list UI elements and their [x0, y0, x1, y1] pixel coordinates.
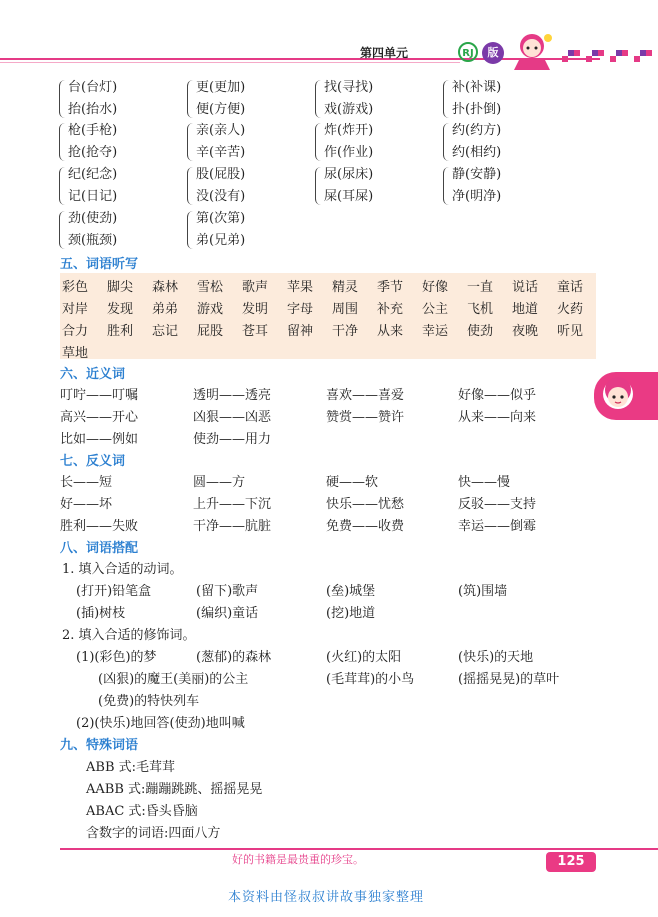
pair-bottom: 颈(瓶颈) [68, 233, 118, 248]
cartoon-face-icon [600, 376, 636, 414]
synonym-pair: 从来——向来 [458, 410, 537, 425]
section-title: 九、特殊词语 [60, 738, 139, 753]
antonym-pair: 反驳——支持 [458, 497, 537, 512]
vocab-row [62, 342, 107, 361]
pair-top: 纪(纪念) [68, 167, 118, 182]
collocation: (快乐)的天地 [458, 650, 534, 665]
vocab-row [62, 320, 602, 339]
synonym-pair: 使劲——用力 [193, 432, 272, 447]
unit-label: 第四单元 [360, 46, 409, 60]
vocab-word: 周围 [332, 302, 359, 317]
vocab-word: 苹果 [287, 280, 314, 295]
pair-bottom: 记(日记) [68, 189, 118, 204]
char-pair [324, 164, 373, 208]
vocab-word: 彩色 [62, 280, 89, 295]
synonym-pair: 凶狠——凶恶 [193, 410, 272, 425]
vocab-word: 从来 [377, 324, 404, 339]
vocab-word: 雪松 [197, 280, 224, 295]
vocab-word: 精灵 [332, 280, 359, 295]
collocation: (毛茸茸)的小鸟 [326, 672, 415, 687]
synonym-pair: 赞赏——赞许 [326, 410, 405, 425]
antonym-pair: 长——短 [60, 475, 113, 490]
section-title: 七、反义词 [60, 454, 126, 469]
synonym-pair: 叮咛——叮嘱 [60, 388, 139, 403]
section-title: 八、词语搭配 [60, 541, 139, 556]
vocab-word: 幸运 [422, 324, 449, 339]
pair-bottom: 便(方便) [196, 102, 246, 117]
antonym-pair: 快——慢 [458, 475, 511, 490]
footer-rule [60, 848, 658, 850]
char-pair [68, 120, 117, 164]
synonym-pair: 好像——似乎 [458, 388, 537, 403]
vocab-word: 留神 [287, 324, 314, 339]
pair-bottom: 没(没有) [196, 189, 246, 204]
collocation: (编织)童话 [196, 606, 259, 621]
antonym-pair: 上升——下沉 [193, 497, 272, 512]
vocab-word: 忘记 [152, 324, 179, 339]
synonym-pair: 喜欢——喜爱 [326, 388, 405, 403]
char-pair [452, 77, 501, 121]
synonym-pair: 高兴——开心 [60, 410, 139, 425]
section-title: 六、近义词 [60, 367, 126, 382]
vocab-word: 对岸 [62, 302, 89, 317]
vocab-word: 干净 [332, 324, 359, 339]
synonym-pair: 比如——例如 [60, 432, 139, 447]
vocab-word: 好像 [422, 280, 449, 295]
vocab-word: 发明 [242, 302, 269, 317]
vocab-word: 苍耳 [242, 324, 269, 339]
vocab-word: 听见 [557, 324, 584, 339]
pair-top: 炸(炸开) [324, 123, 374, 138]
vocab-word: 夜晚 [512, 324, 539, 339]
antonym-pair: 免费——收费 [326, 519, 405, 534]
pair-bottom: 净(明净) [452, 189, 502, 204]
char-pair [196, 77, 245, 121]
pair-top: 找(寻找) [324, 80, 374, 95]
pair-bottom: 作(作业) [324, 145, 374, 160]
char-pair [68, 164, 117, 208]
pair-top: 更(更加) [196, 80, 246, 95]
vocab-word: 屁股 [197, 324, 224, 339]
synonym-pair: 透明——透亮 [193, 388, 272, 403]
collocation: (留下)歌声 [196, 584, 259, 599]
pair-bottom: 辛(辛苦) [196, 145, 246, 160]
vocab-word: 脚尖 [107, 280, 134, 295]
vocab-word: 游戏 [197, 302, 224, 317]
vocab-word: 发现 [107, 302, 134, 317]
vocab-row [62, 298, 602, 317]
section-title: 五、词语听写 [60, 257, 139, 272]
pair-top: 第(次第) [196, 211, 246, 226]
collocation: (2)(快乐)地回答(使劲)地叫喊 [76, 716, 245, 731]
special-word: ABB 式:毛茸茸 [86, 760, 176, 775]
vocab-word: 地道 [512, 302, 539, 317]
source-note: 本资料由怪叔叔讲故事独家整理 [228, 890, 425, 905]
special-word: 含数字的词语:四面八方 [86, 826, 221, 841]
char-pair [452, 164, 501, 208]
question-text: 1. 填入合适的动词。 [62, 562, 183, 577]
footer-motto: 好的书籍是最贵重的珍宝。 [232, 853, 364, 866]
vocab-word: 补充 [377, 302, 404, 317]
pair-top: 劲(使劲) [68, 211, 118, 226]
pair-bottom: 戏(游戏) [324, 102, 374, 117]
char-pair [196, 208, 245, 252]
collocation: (摇摇晃晃)的草叶 [458, 672, 560, 687]
collocation: (火红)的太阳 [326, 650, 402, 665]
pair-bottom: 屎(耳屎) [324, 189, 374, 204]
antonym-pair: 硬——软 [326, 475, 379, 490]
collocation: (打开)铅笔盒 [76, 584, 152, 599]
antonym-pair: 干净——肮脏 [193, 519, 272, 534]
collocation: (挖)地道 [326, 606, 376, 621]
cartoon-girl-icon [510, 28, 558, 72]
vocab-word: 说话 [512, 280, 539, 295]
special-word: ABAC 式:昏头昏脑 [86, 804, 198, 819]
vocab-word: 火药 [557, 302, 584, 317]
vocab-row [62, 276, 602, 295]
vocab-word: 弟弟 [152, 302, 179, 317]
pair-top: 台(台灯) [68, 80, 118, 95]
pair-bottom: 抬(抬水) [68, 102, 118, 117]
collocation: (免费)的特快列车 [98, 694, 200, 709]
antonym-pair: 好——坏 [60, 497, 113, 512]
char-pair [196, 120, 245, 164]
collocation: (插)树枝 [76, 606, 126, 621]
collocation: (1)(彩色)的梦 [76, 650, 157, 665]
char-pair [324, 77, 373, 121]
pair-top: 股(屁股) [196, 167, 246, 182]
pair-top: 补(补课) [452, 80, 502, 95]
page-number: 125 [546, 852, 596, 872]
vocab-word: 公主 [422, 302, 449, 317]
pair-top: 尿(尿床) [324, 167, 374, 182]
antonym-pair: 幸运——倒霉 [458, 519, 537, 534]
pair-bottom: 弟(兄弟) [196, 233, 246, 248]
vocab-word: 童话 [557, 280, 584, 295]
rj-badge: RJ [458, 42, 478, 62]
vocab-word: 胜利 [107, 324, 134, 339]
pair-bottom: 扑(扑倒) [452, 102, 502, 117]
char-pair [68, 77, 117, 121]
pair-top: 枪(手枪) [68, 123, 118, 138]
question-text: 2. 填入合适的修饰词。 [62, 628, 196, 643]
vocab-word: 森林 [152, 280, 179, 295]
vocab-word: 季节 [377, 280, 404, 295]
antonym-pair: 快乐——忧愁 [326, 497, 405, 512]
edition-badge: 版 [482, 42, 504, 64]
pair-top: 静(安静) [452, 167, 502, 182]
pair-bottom: 抢(抢夺) [68, 145, 118, 160]
collocation: (垒)城堡 [326, 584, 376, 599]
char-pair [196, 164, 245, 208]
vocab-word: 使劲 [467, 324, 494, 339]
pair-top: 约(约方) [452, 123, 502, 138]
collocation: (凶狠)的魔王(美丽)的公主 [98, 672, 249, 687]
vocab-word: 合力 [62, 324, 89, 339]
pair-bottom: 约(相约) [452, 145, 502, 160]
checker-pattern [562, 46, 658, 66]
char-pair [452, 120, 501, 164]
antonym-pair: 胜利——失败 [60, 519, 139, 534]
char-pair [324, 120, 373, 164]
pair-top: 亲(亲人) [196, 123, 246, 138]
vocab-word: 草地 [62, 346, 89, 361]
char-pair [68, 208, 117, 252]
header-rule-thin [0, 62, 460, 63]
antonym-pair: 圆——方 [193, 475, 246, 490]
special-word: AABB 式:蹦蹦跳跳、摇摇晃晃 [86, 782, 263, 797]
vocab-word: 一直 [467, 280, 494, 295]
collocation: (葱郁)的森林 [196, 650, 272, 665]
vocab-word: 飞机 [467, 302, 494, 317]
collocation: (筑)围墙 [458, 584, 508, 599]
vocab-word: 歌声 [242, 280, 269, 295]
vocab-word: 字母 [287, 302, 314, 317]
